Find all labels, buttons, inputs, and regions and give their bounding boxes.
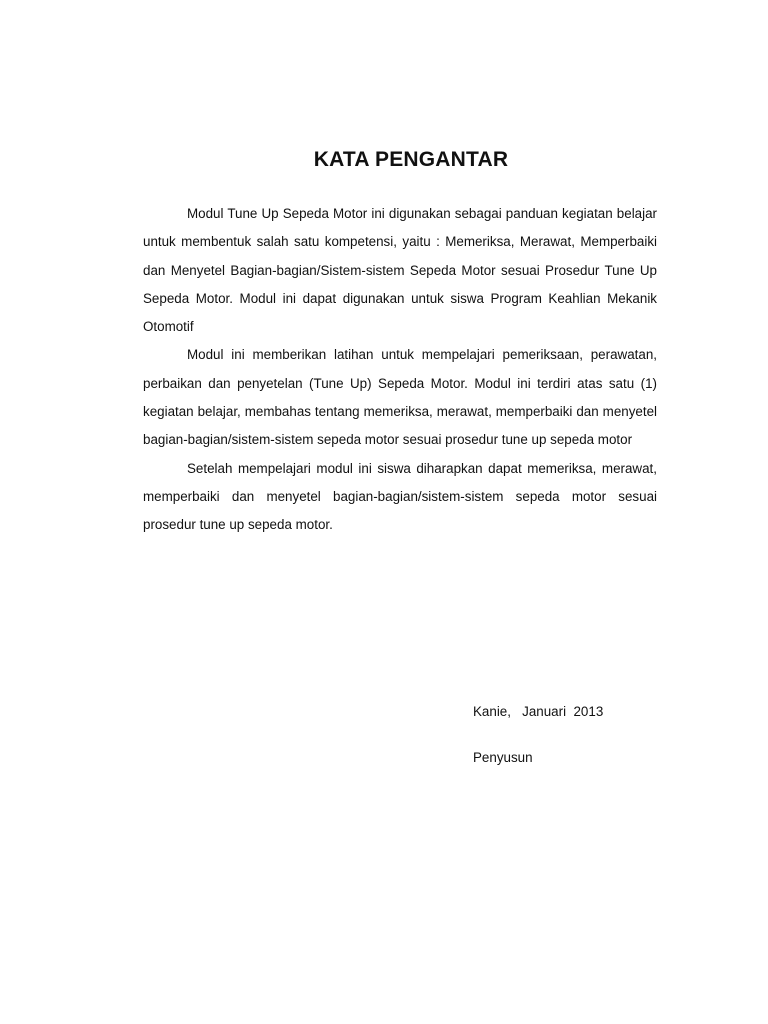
paragraph-outcome: Setelah mempelajari modul ini siswa diharapkan dapat memeriksa, merawat, memperbaiki dan menyetel bagian-bagian/sistem-sistem sepeda motor sesuai prosedur tune up sepeda motor. (143, 460, 657, 533)
body-text (143, 200, 657, 540)
page-title: KATA PENGANTAR (313, 148, 509, 171)
paragraph-content: Modul ini memberikan latihan untuk mempelajari pemeriksaan, perawatan, perbaikan dan penyetelan (Tune Up) Sepeda Motor. Modul ini terdiri atas satu (1) kegiatan belajar, membahas tentang memeriksa, merawat, memperbaiki dan menyetel bagian-bagian/sistem-sistem sepeda motor sesuai prosedur tune up sepeda motor (143, 347, 657, 448)
signature-place-date: Kanie, Januari 2013 (473, 704, 604, 719)
paragraph-intro: Modul Tune Up Sepeda Motor ini digunakan sebagai panduan kegiatan belajar untuk membentuk salah satu kompetensi, yaitu : Memeriksa, Merawat, Memperbaiki dan Menyetel Bagian-bagian/Sistem-sistem Sepeda Motor sesuai Prosedur Tune Up Sepeda Motor. Modul ini dapat digunakan untuk siswa Program Keahlian Mekanik Otomotif (143, 206, 657, 335)
signature-role: Penyusun (473, 750, 533, 765)
